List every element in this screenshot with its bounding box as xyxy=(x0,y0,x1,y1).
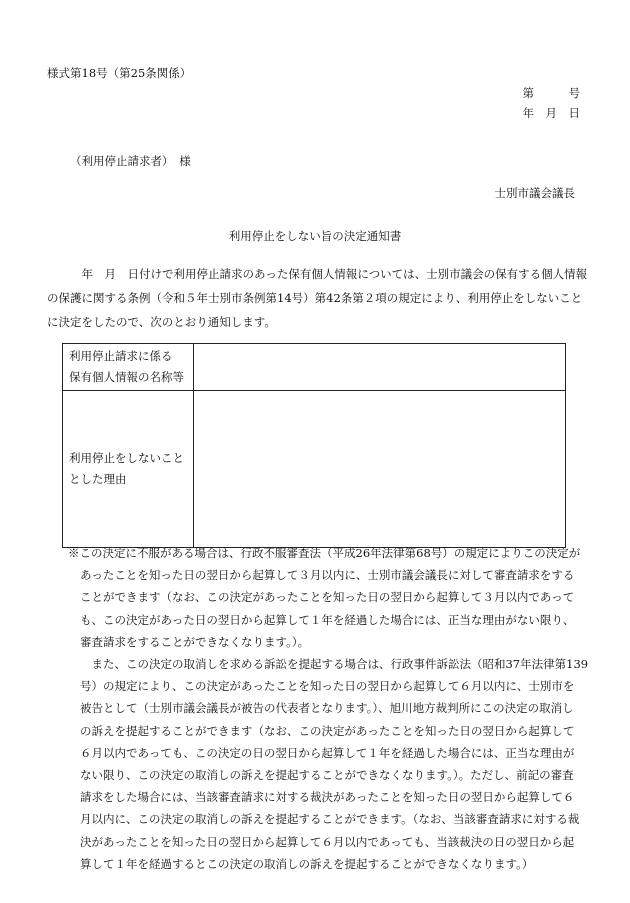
note-line: 審査請求をすることができなくなります。）。 xyxy=(80,634,310,649)
note-line: 被告として（士別市議会議長が被告の代表者となります。）、旭川地方裁判所にこの決定の取消し xyxy=(80,701,574,716)
notes xyxy=(68,542,588,875)
body-line: の保護に関する条例（令和５年士別市条例第14号）第42条第２項の規定により、利用停止をしないこと xyxy=(47,291,583,305)
body-line: に決定をしたので、次のとおり通知します。 xyxy=(47,315,276,329)
table-row xyxy=(63,391,566,548)
info-name-field[interactable] xyxy=(194,344,566,391)
info-name-label xyxy=(63,344,194,391)
table-row xyxy=(63,344,566,391)
decision-table xyxy=(62,343,566,548)
note-line: 号）の規定により、この決定があったことを知った日の翌日から起算して６月以内に、士別市を xyxy=(80,679,575,694)
note-line: も、この決定があった日の翌日から起算して１年を経過した場合には、正当な理由がない限り、 xyxy=(80,612,575,627)
label-line: 保有個人情報の名称等 xyxy=(69,370,184,384)
note-line: 請求をした場合には、当該審査請求に対する裁決があったことを知った日の翌日から起算して６ xyxy=(80,790,575,805)
note-line: ６月以内であっても、この決定の日の翌日から起算して１年を経過した場合には、正当な理由が xyxy=(80,745,575,760)
note-line: ない限り、この決定の取消しの訴えを提起することができなくなります。）。ただし、前記の審査 xyxy=(80,768,574,783)
label-line: 利用停止請求に係る xyxy=(69,349,173,363)
label-line: 利用停止をしないこと xyxy=(69,451,184,465)
note-line: 決があったことを知った日の翌日から起算して６月以内であっても、当該裁決の日の翌日から起 xyxy=(80,834,575,849)
body-line: 年 月 日付けで利用停止請求のあった保有個人情報については、士別市議会の保有する個人情報 xyxy=(70,267,588,281)
document-number: 第 号 xyxy=(522,86,580,100)
note-line: の訴えを提起することができます（なお、この決定があったことを知った日の翌日から起算して xyxy=(80,723,575,738)
note-line: ※この決定に不服がある場合は、行政不服審査法（平成26年法律第68号）の規定によりこの決定が xyxy=(68,546,581,560)
note-line: あったことを知った日の翌日から起算して３月以内に、士別市議会議長に対して審査請求をする xyxy=(80,568,575,583)
note-line: 算して１年を経過するとこの決定の取消しの訴えを提起することができなくなります。） xyxy=(80,856,534,871)
page-title: 利用停止をしない旨の決定通知書 xyxy=(228,229,402,243)
reason-label xyxy=(63,391,194,548)
note-line: ことができます（なお、この決定があったことを知った日の翌日から起算して３月以内であって xyxy=(80,590,575,605)
note-line: 月以内に、この決定の取消しの訴えを提起することができます。（なお、当該審査請求に対する裁 xyxy=(80,812,580,827)
body-text xyxy=(47,262,587,334)
sender-title: 士別市議会議長 xyxy=(494,186,575,200)
label-line: とした理由 xyxy=(69,472,127,486)
reason-field[interactable] xyxy=(194,391,566,548)
document-date: 年 月 日 xyxy=(522,106,580,120)
addressee: （利用停止請求者） 様 xyxy=(70,154,191,168)
note-line: また、この決定の取消しを求める訴訟を提起する場合は、行政事件訴訟法（昭和37年法律第139 xyxy=(80,657,589,672)
form-number: 様式第18号（第25条関係） xyxy=(47,66,192,80)
